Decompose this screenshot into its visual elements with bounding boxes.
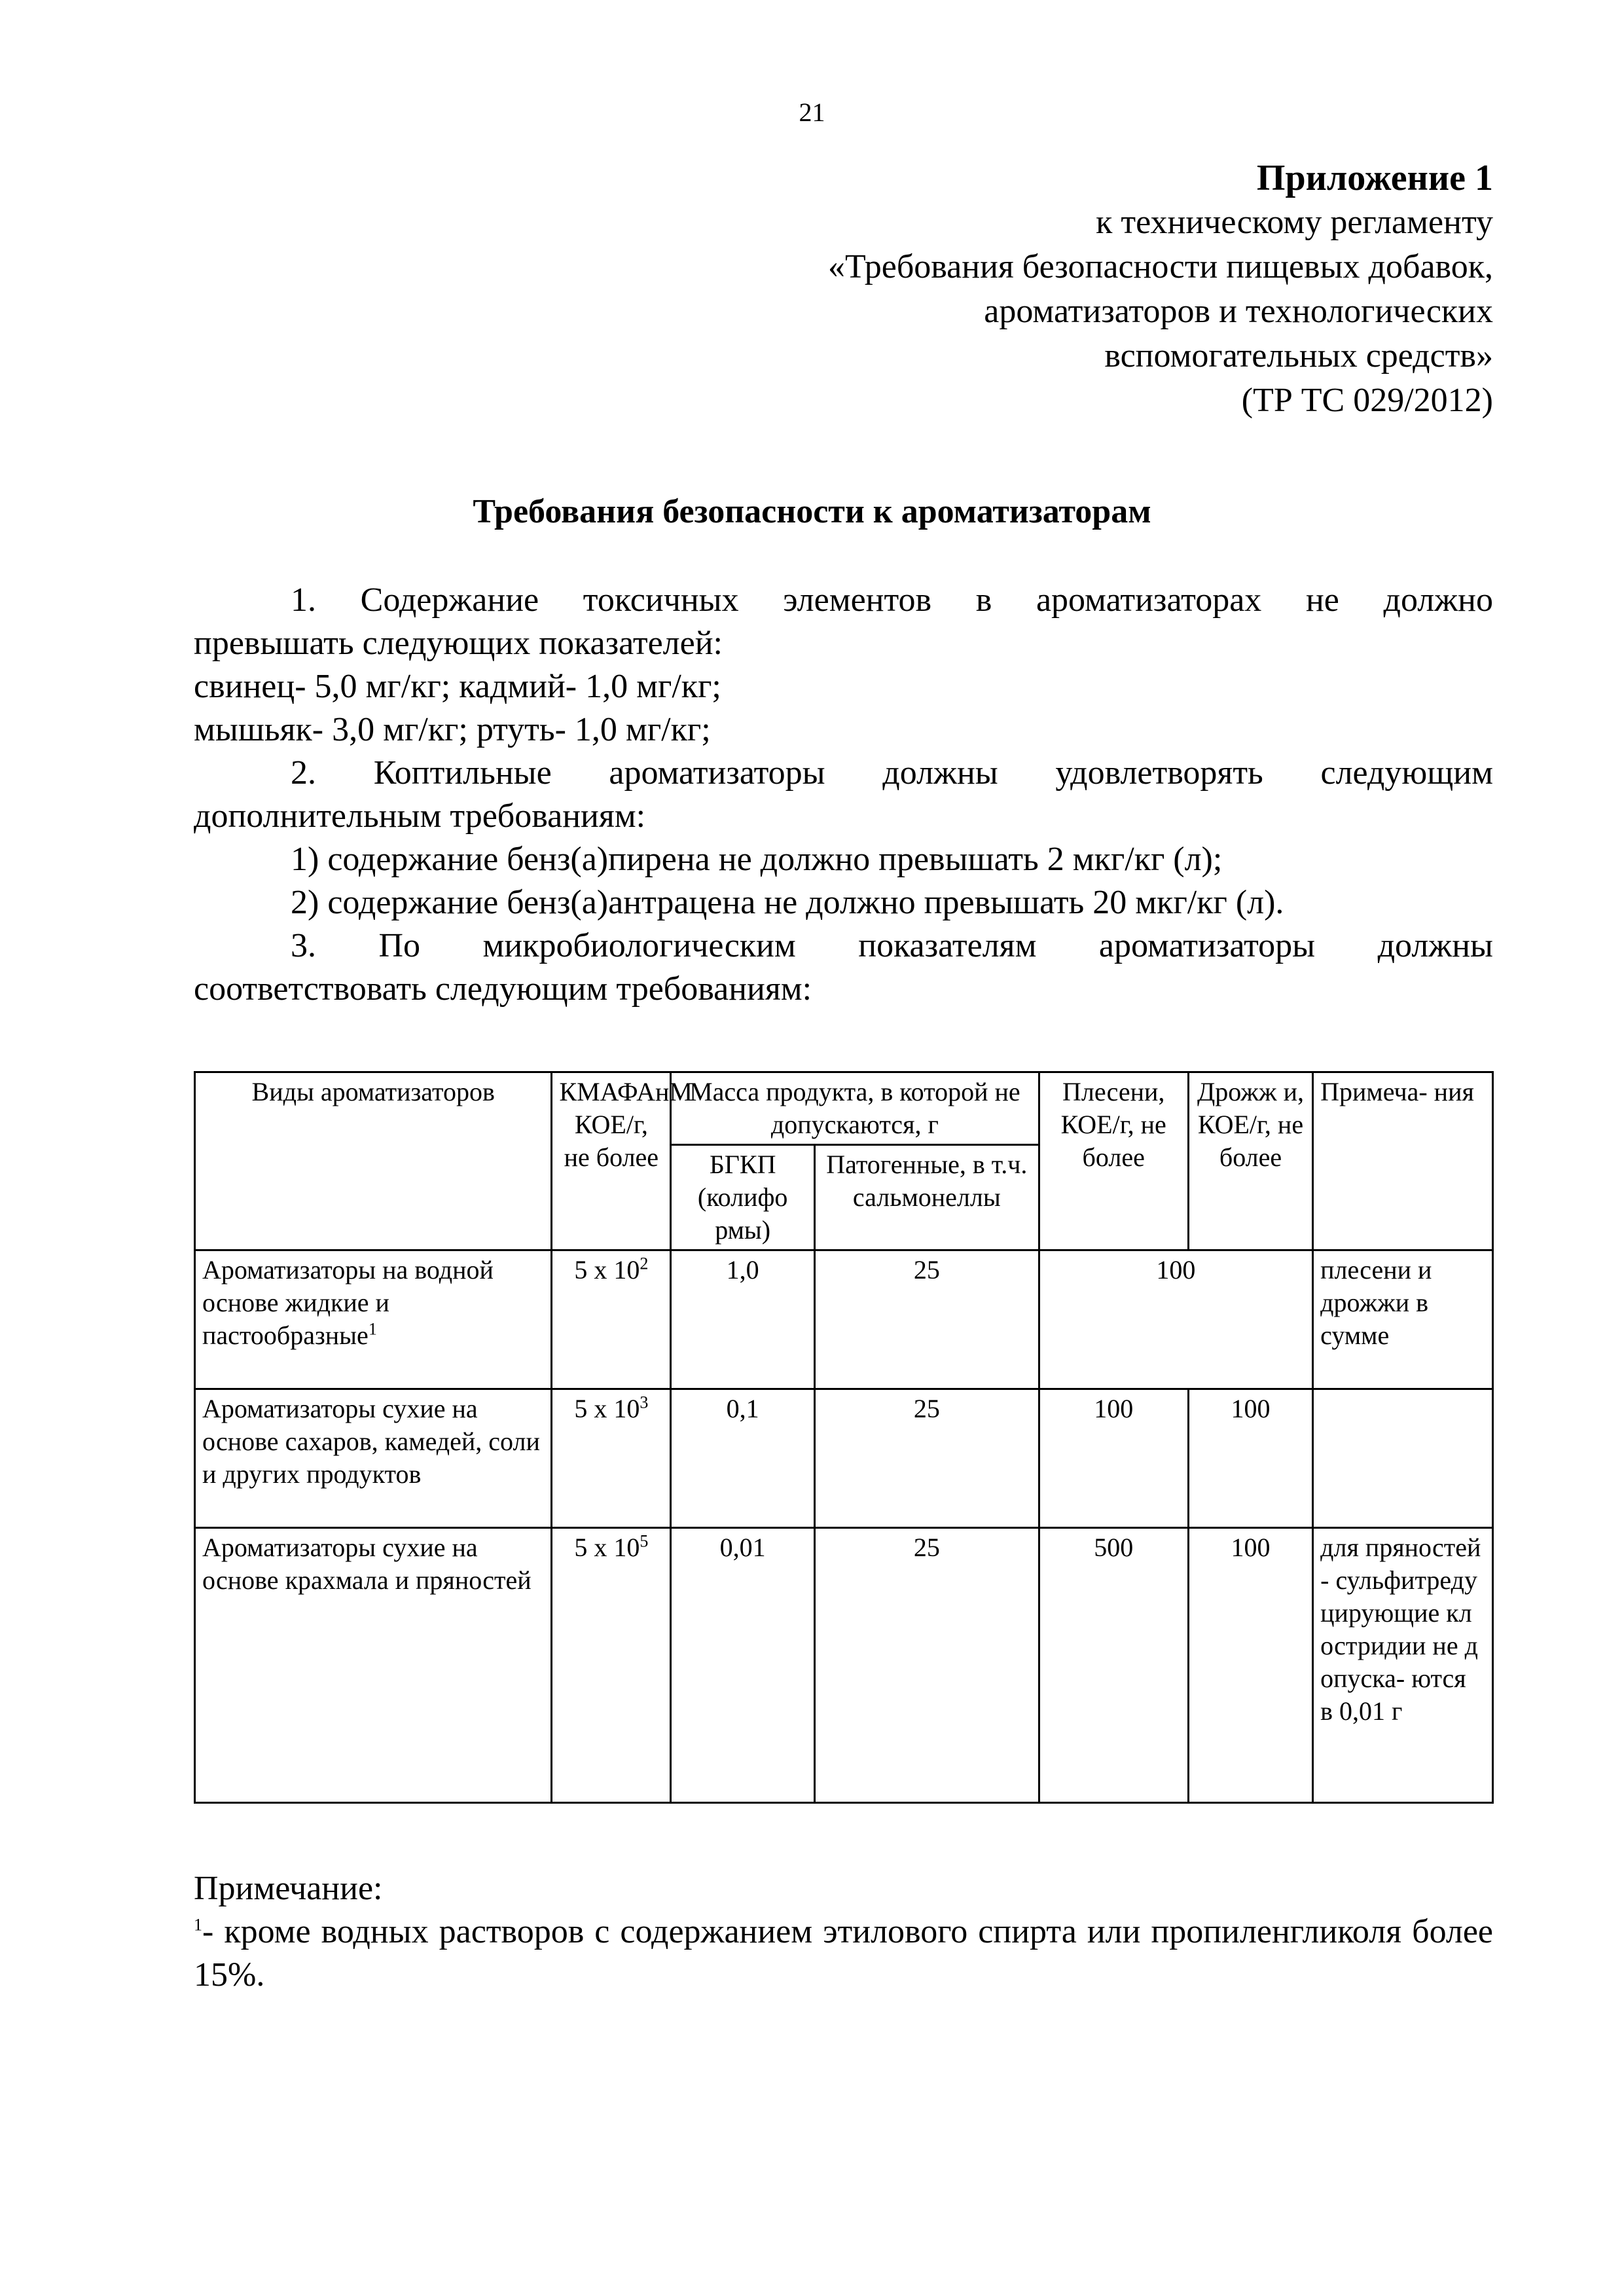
header-bgkp: БГКП (колифо рмы): [671, 1145, 815, 1250]
footnote-marker: 1: [368, 1319, 377, 1339]
row-1-kmafanm: 5 х $10^2$: [552, 1250, 671, 1389]
appendix-header: [828, 156, 1493, 423]
paragraph-1-cont: превышать следующих показателей:: [194, 625, 723, 662]
appendix-title: Приложение 1: [1256, 158, 1493, 198]
row-3-name: Ароматизаторы сухие на основе крахмала и пряностей: [195, 1528, 552, 1803]
footnote-marker: 1: [194, 1915, 202, 1935]
row-1-name: Ароматизаторы на водной основе жидкие и пастообразные$^1$: [195, 1250, 552, 1389]
row-1-pathogens: 25: [815, 1250, 1039, 1389]
appendix-line-5: (ТР ТС 029/2012): [1241, 382, 1493, 419]
paragraph-2-item-2: 2) содержание бенз(а)антрацена не должно превышать 20 мкг/кг (л).: [291, 884, 1284, 921]
footnote-label: Примечание:: [194, 1870, 383, 1907]
appendix-line-2: «Требования безопасности пищевых добавок,: [827, 248, 1493, 285]
paragraph-1-lead-cadmium: свинец- 5,0 мг/кг; кадмий- 1,0 мг/кг;: [194, 668, 721, 705]
paragraph-1-arsenic-mercury: мышьяк- 3,0 мг/кг; ртуть- 1,0 мг/кг;: [194, 711, 711, 748]
appendix-line-4: вспомогательных средств»: [1104, 337, 1493, 374]
row-2-note: [1313, 1389, 1493, 1528]
row-1-bgkp: 1,0: [671, 1250, 815, 1389]
row-3-pathogens: 25: [815, 1528, 1039, 1803]
row-2-kmafanm: 5 х $10^3$: [552, 1389, 671, 1528]
paragraph-2-cont: дополнительным требованиям:: [194, 797, 646, 835]
page-number: 21: [799, 98, 825, 127]
table-row: [195, 1389, 1493, 1528]
row-3-note: для пряностей - сульфитредуцирующие клостридии не допуска- ются в 0,01 г: [1313, 1528, 1493, 1803]
header-pathogens: Патогенные, в т.ч. сальмонеллы: [815, 1145, 1039, 1250]
appendix-line-3: ароматизаторов и технологических: [984, 293, 1493, 330]
header-mass: Масса продукта, в которой не допускаются, г: [671, 1072, 1039, 1145]
header-molds: Плесени, КОЕ/г, не более: [1039, 1072, 1188, 1250]
paragraph-1: 1. Содержание токсичных элементов в ароматизаторах не должно: [291, 581, 1493, 619]
microbiology-table: [194, 1071, 1494, 1804]
appendix-line-1: к техническому регламенту: [1096, 204, 1493, 241]
paragraph-2: 2. Коптильные ароматизаторы должны удовлетворять следующим: [291, 754, 1493, 792]
table-row: [195, 1528, 1493, 1803]
header-kmafanm: КМАФАнМ КОЕ/г, не более: [552, 1072, 671, 1250]
header-yeast: Дрожж и, КОЕ/г, не более: [1188, 1072, 1312, 1250]
footnote-text: $^1$- кроме водных растворов с содержанием этилового спирта или пропиленгликоля более 15%.: [194, 1913, 1493, 1994]
row-3-bgkp: 0,01: [671, 1528, 815, 1803]
header-notes: Примеча- ния: [1313, 1072, 1493, 1250]
footnote-block: [194, 1867, 1493, 1997]
row-2-name: Ароматизаторы сухие на основе сахаров, камедей, соли и других продуктов: [195, 1389, 552, 1528]
table-header-row: [195, 1072, 1493, 1145]
body-text: [194, 579, 1493, 1011]
paragraph-3-cont: соответствовать следующим требованиям:: [194, 970, 812, 1008]
section-title: Требования безопасности к ароматизаторам: [473, 493, 1151, 530]
table-row: [195, 1250, 1493, 1389]
row-2-bgkp: 0,1: [671, 1389, 815, 1528]
paragraph-3: 3. По микробиологическим показателям ароматизаторы должны: [291, 927, 1493, 964]
row-3-yeast: 100: [1188, 1528, 1312, 1803]
row-1-molds-yeast: 100: [1039, 1250, 1313, 1389]
row-2-pathogens: 25: [815, 1389, 1039, 1528]
row-2-molds: 100: [1039, 1389, 1188, 1528]
row-2-yeast: 100: [1188, 1389, 1312, 1528]
paragraph-2-item-1: 1) содержание бенз(а)пирена не должно превышать 2 мкг/кг (л);: [291, 841, 1223, 878]
header-types: Виды ароматизаторов: [195, 1072, 552, 1250]
row-3-kmafanm: 5 х $10^5$: [552, 1528, 671, 1803]
row-1-note: плесени и дрожжи в сумме: [1313, 1250, 1493, 1389]
row-3-molds: 500: [1039, 1528, 1188, 1803]
